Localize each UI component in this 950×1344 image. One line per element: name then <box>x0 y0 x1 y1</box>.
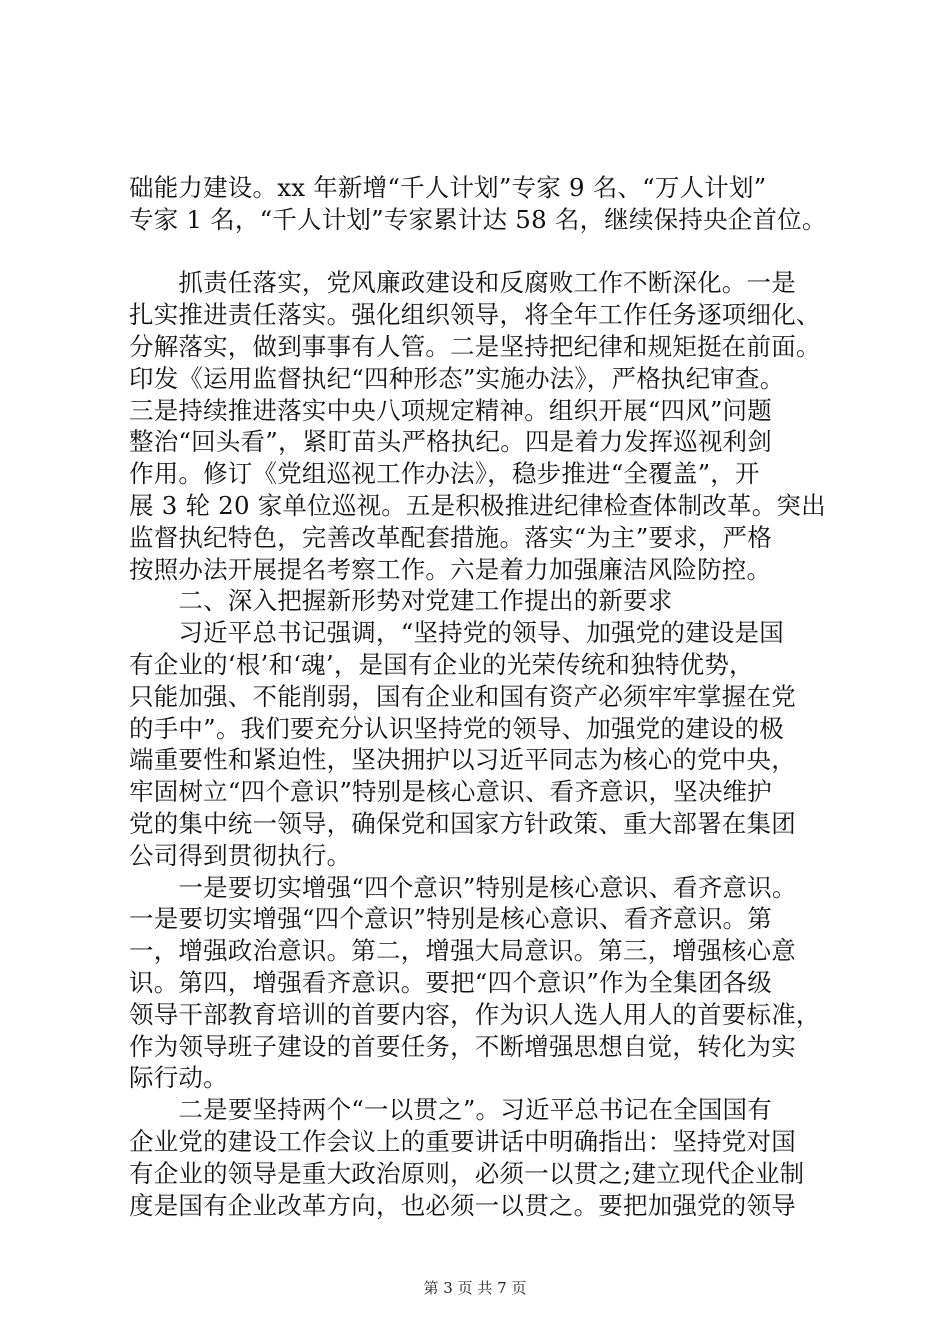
page-number-footer: 第 3 页 共 7 页 <box>423 1279 527 1297</box>
text-line: 党的集中统一领导，确保党和国家方针政策、重大部署在集团 <box>129 808 796 838</box>
text-line: 度是国有企业改革方向，也必须一以贯之。要把加强党的领导 <box>129 1190 796 1220</box>
text-line: 公司得到贯彻执行。 <box>129 840 352 870</box>
text-line: 抓责任落实，党风廉政建设和反腐败工作不断深化。一是 <box>129 268 796 298</box>
document-body <box>129 172 834 1221</box>
text-line: 三是持续推进落实中央八项规定精神。组织开展“四风”问题 <box>129 395 772 425</box>
text-line: 按照办法开展提名考察工作。六是着力加强廉洁风险防控。 <box>129 554 772 584</box>
text-line: 分解落实，做到事事有人管。二是坚持把纪律和规矩挺在前面。 <box>129 331 821 361</box>
text-line: 扎实推进责任落实。强化组织领导，将全年工作任务逐项细化、 <box>129 300 821 330</box>
text-line: 专家 1 名，“千人计划”专家累计达 58 名，继续保持央企首位。 <box>129 204 827 234</box>
text-line: 一，增强政治意识。第二，增强大局意识。第三，增强核心意 <box>129 936 796 966</box>
text-line: 领导干部教育培训的首要内容，作为识人选人用人的首要标准， <box>129 999 821 1029</box>
text-line: 作为领导班子建设的首要任务，不断增强思想自觉，转化为实 <box>129 1031 796 1061</box>
text-line: 一是要切实增强“四个意识”特别是核心意识、看齐意识。第 <box>129 904 772 934</box>
text-line: 识。第四，增强看齐意识。要把“四个意识”作为全集团各级 <box>129 967 772 997</box>
text-line: 际行动。 <box>129 1063 228 1093</box>
text-line: 二是要坚持两个“一以贯之”。习近平总书记在全国国有 <box>129 1095 772 1125</box>
text-line: 有企业的‘根’和‘魂’，是国有企业的光荣传统和独特优势， <box>129 649 754 679</box>
text-line: 整治“回头看”，紧盯苗头严格执纪。四是着力发挥巡视利剑 <box>129 427 772 457</box>
text-line: 只能加强、不能削弱，国有企业和国有资产必须牢牢掌握在党 <box>129 681 796 711</box>
text-line: 展 3 轮 20 家单位巡视。五是积极推进纪律检查体制改革。突出 <box>129 490 826 520</box>
text-line: 监督执纪特色，完善改革配套措施。落实“为主”要求，严格 <box>129 522 772 552</box>
text-line: 作用。修订《党组巡视工作办法》，稳步推进“全覆盖”，开 <box>129 459 760 489</box>
main-text-block <box>129 267 834 1221</box>
text-line: 端重要性和紧迫性，坚决拥护以习近平同志为核心的党中央， <box>129 745 796 775</box>
text-line: 习近平总书记强调，“坚持党的领导、加强党的建设是国 <box>129 618 784 648</box>
text-line: 牢固树立“四个意识”特别是核心意识、看齐意识，坚决维护 <box>129 777 772 807</box>
text-line: 有企业的领导是重大政治原则，必须一以贯之;建立现代企业制 <box>129 1158 805 1188</box>
paragraph-gap <box>129 236 834 268</box>
text-line: 一是要切实增强“四个意识”特别是核心意识、看齐意识。 <box>129 872 797 902</box>
text-line: 础能力建设。xx 年新增“千人计划”专家 9 名、“万人计划” <box>129 173 767 202</box>
text-line: 印发《运用监督执纪“四种形态”实施办法》，严格执纪审查。 <box>129 363 785 393</box>
text-line: 二、深入把握新形势对党建工作提出的新要求 <box>129 586 673 616</box>
text-line: 的手中”。我们要充分认识坚持党的领导、加强党的建设的极 <box>129 713 784 743</box>
text-line: 企业党的建设工作会议上的重要讲话中明确指出：坚持党对国 <box>129 1126 796 1156</box>
